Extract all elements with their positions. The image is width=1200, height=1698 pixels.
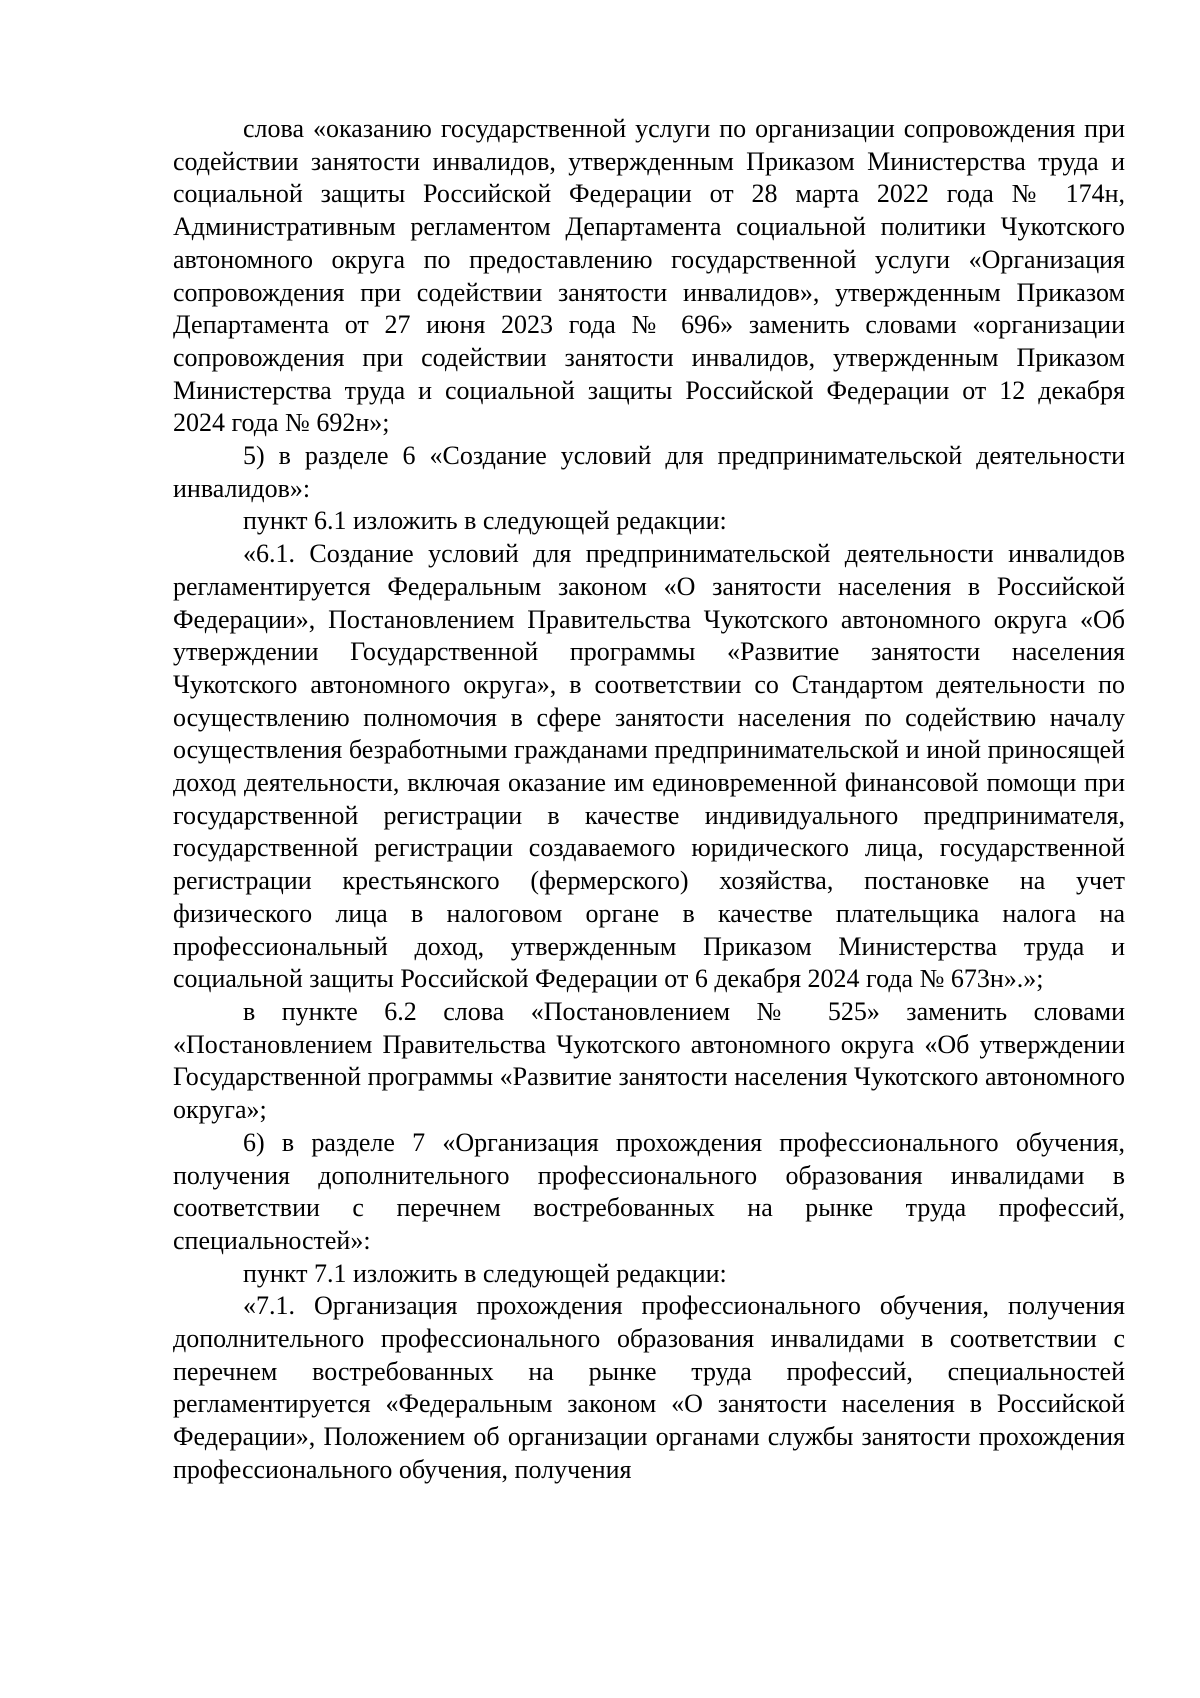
paragraph-section-6-heading: 5) в разделе 6 «Создание условий для предпринимательской деятельности инвалидов»: xyxy=(173,441,1125,503)
paragraph-item-6-1-text: «6.1. Создание условий для предпринимательской деятельности инвалидов регламентируется Федеральным законом «О занятости населения в Российской Федерации», Постановлением Правительства Чукотского автономного округа «Об утверждении Государственной программы «Развитие занятости населения Чукотского автономного округа», в соответствии со Стандартом деятельности по осуществлению полномочия в сфере занятости населения по содействию началу осуществления безработными гражданами предпринимательской и иной приносящей доход деятельности, включая оказание им единовременной финансовой помощи при государственной регистрации в качестве индивидуального предпринимателя, государственной регистрации создаваемого юридического лица, государственной регистрации крестьянского (фермерского) хозяйства, постановке на учет физического лица в налоговом органе в качестве плательщика налога на профессиональный доход, утвержденным Приказом Министерства труда и социальной защиты Российской Федерации от 6 декабря 2024 года № 673н».»; xyxy=(173,539,1125,994)
paragraph-item-6-1-instruction: пункт 6.1 изложить в следующей редакции: xyxy=(243,506,727,536)
document-page xyxy=(173,113,1125,1487)
paragraph-item-6-2: в пункте 6.2 слова «Постановлением № 525» заменить словами «Постановлением Правительства Чукотского автономного округа «Об утверждении Государственной программы «Развитие занятости населения Чукотского автономного округа»; xyxy=(173,996,1125,1125)
paragraph-item-7-1-text: «7.1. Организация прохождения профессионального обучения, получения дополнительного профессионального образования инвалидами в соответствии с перечнем востребованных на рынке труда профессий, специальностей регламентируется «Федеральным законом «О занятости населения в Российской Федерации», Положением об организации органами службы занятости прохождения профессионального обучения, получения xyxy=(173,1291,1125,1484)
paragraph-section-7-heading: 6) в разделе 7 «Организация прохождения профессионального обучения, получения дополнительного профессионального образования инвалидами в соответствии с перечнем востребованных на рынке труда профессий, специальностей»: xyxy=(173,1127,1125,1255)
paragraph-item-7-1-instruction: пункт 7.1 изложить в следующей редакции: xyxy=(243,1258,727,1288)
paragraph-replacement-words: слова «оказанию государственной услуги по организации сопровождения при содействии занятости инвалидов, утвержденным Приказом Министерства труда и социальной защиты Российской Федерации от 28 марта 2022 года № 174н, Административным регламентом Департамента социальной политики Чукотского автономного округа по предоставлению государственной услуги «Организация сопровождения при содействии занятости инвалидов», утвержденным Приказом Департамента от 27 июня 2023 года № 696» заменить словами «организации сопровождения при содействии занятости инвалидов, утвержденным Приказом Министерства труда и социальной защиты Российской Федерации от 12 декабря 2024 года № 692н»; xyxy=(173,114,1125,438)
